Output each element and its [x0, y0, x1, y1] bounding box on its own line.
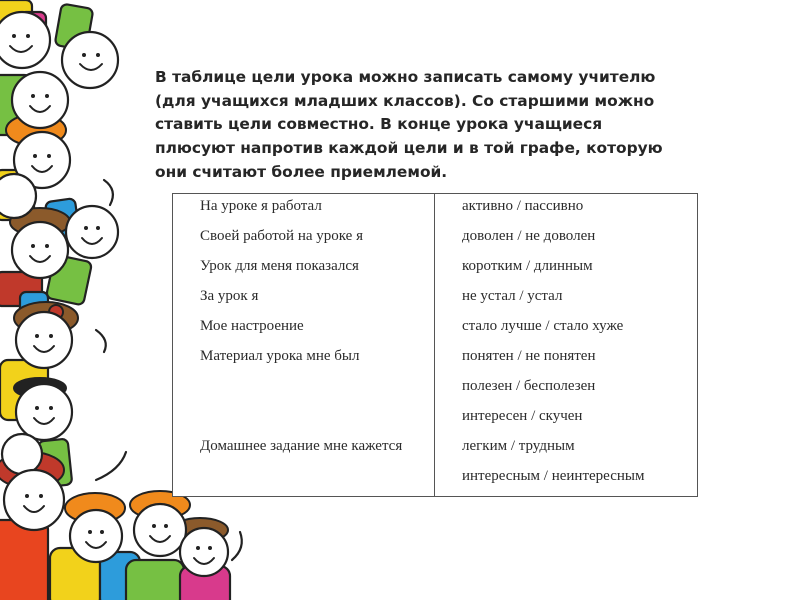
statement-cell: Своей работой на уроке я — [200, 228, 363, 244]
statement-cell: Мое настроение — [200, 318, 304, 334]
statement-cell: Домашнее задание мне кажется — [200, 438, 403, 454]
option-cell: полезен / бесполезен — [462, 378, 596, 394]
statement-cell: За урок я — [200, 288, 259, 304]
reflection-table — [172, 193, 698, 497]
intro-line: они считают более приемлемой. — [155, 162, 448, 181]
intro-line: В таблице цели урока можно записать самому учителю — [155, 68, 656, 86]
option-cell: понятен / не понятен — [462, 348, 596, 364]
option-cell: активно / пассивно — [462, 198, 584, 214]
option-cell: легким / трудным — [462, 438, 575, 454]
column-divider — [434, 194, 435, 496]
intro-line: плюсуют напротив каждой цели и в той графе, которую — [155, 139, 663, 158]
statement-cell: Урок для меня показался — [200, 258, 359, 274]
option-cell: интересным / неинтересным — [462, 468, 645, 484]
intro-line: (для учащихся младших классов). Со старшими можно — [155, 91, 655, 110]
statement-cell: На уроке я работал — [200, 198, 322, 214]
option-cell: доволен / не доволен — [462, 228, 596, 244]
intro-line: ставить цели совместно. В конце урока учащиеся — [155, 115, 603, 134]
option-cell: коротким / длинным — [462, 258, 593, 274]
intro-paragraph — [155, 66, 730, 185]
option-cell: не устал / устал — [462, 288, 563, 304]
statement-cell: Материал урока мне был — [200, 348, 360, 364]
option-cell: интересен / скучен — [462, 408, 583, 424]
option-cell: стало лучше / стало хуже — [462, 318, 624, 334]
